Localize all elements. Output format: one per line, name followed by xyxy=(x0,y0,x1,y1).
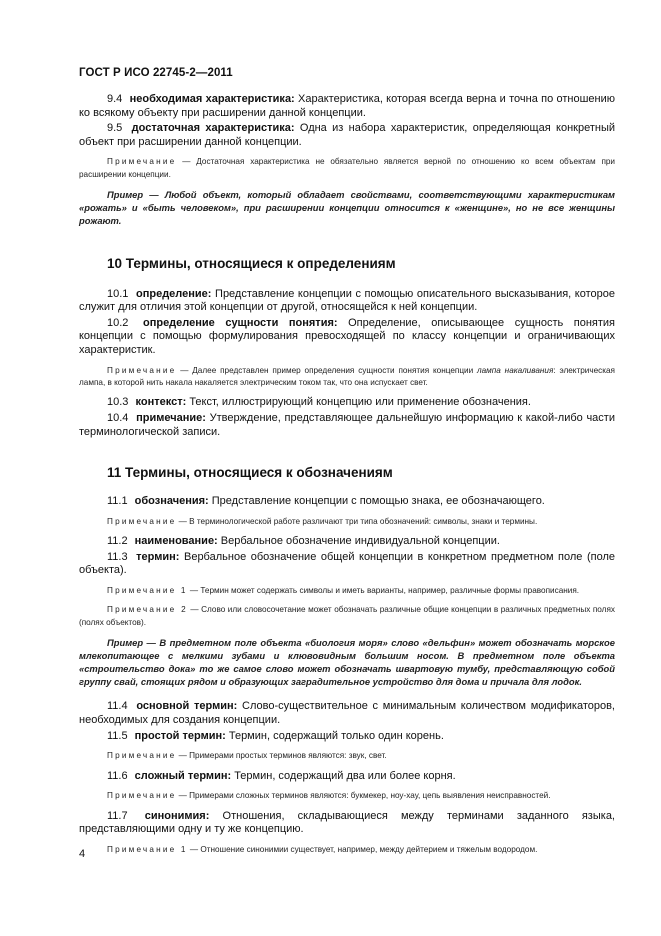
note-label: Примечание xyxy=(107,751,177,761)
definition: Представление концепции с помощью знака, ее обозначающего. xyxy=(211,495,545,508)
definition: Текст, иллюстрирующий концепцию или применение обозначения. xyxy=(189,396,531,409)
term: простой термин: xyxy=(134,729,226,742)
definition: Вербальное обозначение индивидуальной концепции. xyxy=(220,535,500,548)
note xyxy=(79,156,615,181)
note-label: Примечание 1 xyxy=(107,844,188,854)
note-text: — Термин может содержать символы и иметь варианты, например, различные формы правописания. xyxy=(189,585,580,595)
term: необходимая характеристика: xyxy=(129,93,295,105)
definition: Вербальное обозначение общей концепции в конкретном предметном поле (поле объекта). xyxy=(79,550,615,577)
term: достаточная характеристика: xyxy=(131,122,295,135)
section-10-4 xyxy=(79,412,615,439)
section-number: 9.5 xyxy=(107,122,123,135)
note-text: : электрическая лампа, в которой нить накала накаляется электрическим током так, что она испускает свет. xyxy=(79,365,615,387)
section-number: 11.4 xyxy=(107,700,128,713)
section-number: 9.4 xyxy=(107,93,123,105)
section-heading-11: 11 Термины, относящиеся к обозначениям xyxy=(107,465,393,481)
example: Пример — В предметном поле объекта «биология моря» слово «дельфин» может обозначать морское млекопитающее с мелкими зубами и клювовидным большим носом. В предметном поле объекта «строительство дока» то же самое слово может обозначать швартовую тумбу, представляющую собой группу свай, стоящих рядом и образующих заградительное устройство для дома и причала для лодок. xyxy=(79,637,615,687)
note-text: — Примерами сложных терминов являются: букмекер, ноу-хау, цепь выявления неисправностей. xyxy=(178,791,551,801)
definition: Утверждение, представляющее дальнейшую информацию к какой-либо части терминологической записи. xyxy=(79,411,615,438)
section-9-4 xyxy=(79,93,615,120)
note-text: — Далее представлен пример определения сущности понятия концепции xyxy=(180,365,477,375)
section-number: 11.6 xyxy=(107,769,128,782)
section-number: 10.4 xyxy=(107,411,129,424)
note-text: — Достаточная характеристика не обязательно является верной по отношению ко всем объектам при расширении концепции. xyxy=(79,157,616,179)
section-11-7 xyxy=(79,810,615,837)
definition: Термин, содержащий только один корень. xyxy=(228,729,444,742)
note-label: Примечание xyxy=(107,791,177,801)
note xyxy=(79,604,615,629)
section-number: 10.2 xyxy=(107,316,129,329)
note-italic-term: лампа накаливания xyxy=(477,365,554,375)
section-11-1 xyxy=(79,495,615,509)
term: определение сущности понятия: xyxy=(142,316,338,329)
note xyxy=(79,516,615,528)
definition: Определение, описывающее сущность понятия концепции с помощью формулирования превосходящей по классу концепции и ограничивающих характеристик. xyxy=(79,316,616,356)
note-label: Примечание 2 xyxy=(107,605,188,615)
section-9-5 xyxy=(79,122,615,149)
section-11-5 xyxy=(79,730,615,744)
note xyxy=(79,585,615,597)
note-label: Примечание xyxy=(107,157,177,167)
definition: Отношения, складывающиеся между терминами заданного языка, представляющими одну и ту же концепцию. xyxy=(79,809,615,836)
note-text: — Отношение синонимии существует, например, между дейтерием и тяжелым водородом. xyxy=(189,844,538,854)
term: контекст: xyxy=(135,396,187,409)
section-number: 10.1 xyxy=(107,287,129,300)
note-text: — В терминологической работе различают три типа обозначений: символы, знаки и термины. xyxy=(178,516,538,526)
section-11-2 xyxy=(79,535,615,549)
section-11-4 xyxy=(79,700,615,727)
example: Пример — Любой объект, который обладает свойствами, соответствующими характеристикам «рожать» и «быть человеком», при расширении концепции относится к «женщине», но не все женщины рожают. xyxy=(79,189,615,226)
definition: Представление концепции с помощью описательного высказывания, которое служит для отличия этой концепции от другой, относящейся к ней концепции. xyxy=(79,287,616,314)
term: обозначения: xyxy=(134,495,209,508)
note-label: Примечание 1 xyxy=(107,585,188,595)
section-number: 11.5 xyxy=(107,729,128,742)
term: сложный термин: xyxy=(134,769,232,782)
definition: Характеристика, которая всегда верна и точна по отношению ко всякому объекту при расширении данной концепции. xyxy=(79,93,616,119)
section-11-3 xyxy=(79,551,615,578)
section-11-6 xyxy=(79,770,615,784)
section-10-1 xyxy=(79,288,615,315)
section-number: 11.2 xyxy=(107,535,128,548)
page-content xyxy=(79,93,615,863)
term: определение: xyxy=(136,287,212,300)
term: основной термин: xyxy=(136,700,238,713)
definition: Термин, содержащий два или более корня. xyxy=(234,769,456,782)
term: наименование: xyxy=(134,535,218,548)
section-number: 11.3 xyxy=(107,550,128,563)
note-label: Примечание xyxy=(107,516,177,526)
note-text: — Слово или словосочетание может обозначать различные общие концепции в различных предметных полях (полях объектов). xyxy=(79,605,615,627)
term: примечание: xyxy=(136,411,206,424)
note xyxy=(79,750,615,762)
document-header: ГОСТ Р ИСО 22745-2—2011 xyxy=(79,67,233,79)
page-number: 4 xyxy=(79,848,86,860)
note-label: Примечание xyxy=(107,365,177,375)
section-10-3 xyxy=(79,396,615,410)
note xyxy=(79,844,615,856)
section-heading-10: 10 Термины, относящиеся к определениям xyxy=(107,255,396,271)
section-number: 11.7 xyxy=(107,809,128,822)
definition: Одна из набора характеристик, определяющая конкретный объект при расширении данной концепции. xyxy=(79,122,615,148)
term: термин: xyxy=(136,550,180,563)
note-text: — Примерами простых терминов являются: звук, свет. xyxy=(178,751,387,761)
section-number: 10.3 xyxy=(107,396,129,409)
term: синонимия: xyxy=(144,809,210,822)
note xyxy=(79,365,615,390)
definition: Слово-существительное с минимальным количеством модификаторов, необходимых для создания концепции. xyxy=(79,700,615,726)
section-number: 11.1 xyxy=(107,495,128,508)
note xyxy=(79,790,615,802)
section-10-2 xyxy=(79,317,615,358)
